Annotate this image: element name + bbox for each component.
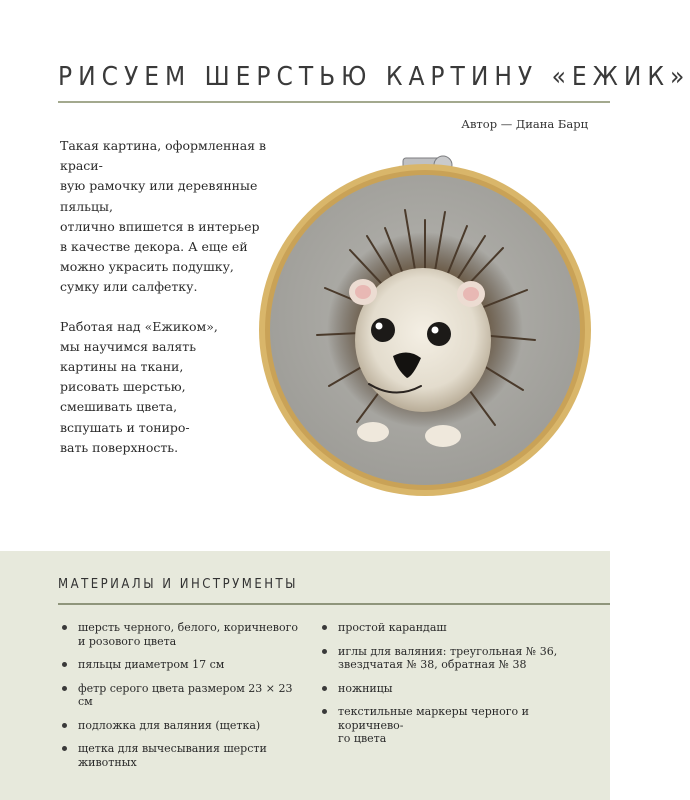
list-item: [322, 682, 572, 696]
author-credit: Автор — Диана Барц: [461, 117, 588, 131]
intro-line: мы научимся валять: [60, 338, 196, 354]
list-item-line: простой карандаш: [338, 621, 447, 634]
list-item: [62, 658, 302, 672]
list-item-line: текстильные маркеры черного и коричнево-: [338, 705, 529, 732]
left-paw: [357, 422, 389, 442]
intro-line: сумку или салфетку.: [60, 279, 198, 295]
intro-line: рисовать шерстью,: [60, 379, 186, 395]
list-item-line: иглы для валяния: треугольная № 36,: [338, 644, 558, 658]
list-item: [62, 682, 302, 709]
list-item: [322, 705, 572, 746]
list-item: [322, 645, 572, 672]
page-title: РИСУЕМ ШЕРСТЬЮ КАРТИНУ «ЕЖИК»: [58, 62, 690, 92]
left-eye: [371, 318, 395, 342]
intro-line: картины на ткани,: [60, 359, 184, 375]
list-item-line: ножницы: [338, 681, 393, 695]
materials-divider: [58, 603, 610, 605]
intro-line: вую рамочку или деревянные пяльцы,: [60, 178, 258, 214]
list-item-line: пяльцы диаметром 17 см: [78, 658, 225, 671]
list-item-line: звездчатая № 38, обратная № 38: [338, 658, 527, 671]
intro-line: вспушать и тониро-: [60, 419, 190, 435]
materials-panel: [0, 551, 610, 800]
list-item-line: фетр серого цвета размером 23 × 23 см: [78, 681, 293, 708]
right-paw: [425, 425, 461, 447]
right-eye: [427, 322, 451, 346]
list-item-line: го цвета: [338, 732, 387, 745]
intro-line: вать поверхность.: [60, 439, 179, 455]
title-divider: [58, 101, 610, 103]
list-item-line: шерсть черного, белого, коричневого: [78, 621, 298, 634]
list-item: [62, 742, 302, 769]
materials-list-left: [62, 621, 302, 779]
intro-line: Работая над «Ежиком»,: [60, 318, 218, 334]
list-item-line: и розового цвета: [78, 634, 177, 648]
intro-line: отлично впишется в интерьер: [60, 218, 260, 234]
intro-line: Такая картина, оформленная в краси-: [60, 138, 267, 174]
intro-line: можно украсить подушку,: [60, 259, 234, 275]
hedgehog-hoop-image: [245, 150, 605, 510]
list-item-line: подложка для валяния (щетка): [78, 718, 261, 732]
materials-list-right: [322, 621, 572, 756]
list-item-line: щетка для вычесывания шерсти животных: [78, 742, 267, 769]
intro-line: смешивать цвета,: [60, 399, 178, 415]
list-item: [62, 719, 302, 733]
intro-line: в качестве декора. А еще ей: [60, 239, 248, 255]
list-item: [322, 621, 572, 635]
list-item: [62, 621, 302, 648]
materials-title: МАТЕРИАЛЫ И ИНСТРУМЕНТЫ: [58, 577, 298, 592]
